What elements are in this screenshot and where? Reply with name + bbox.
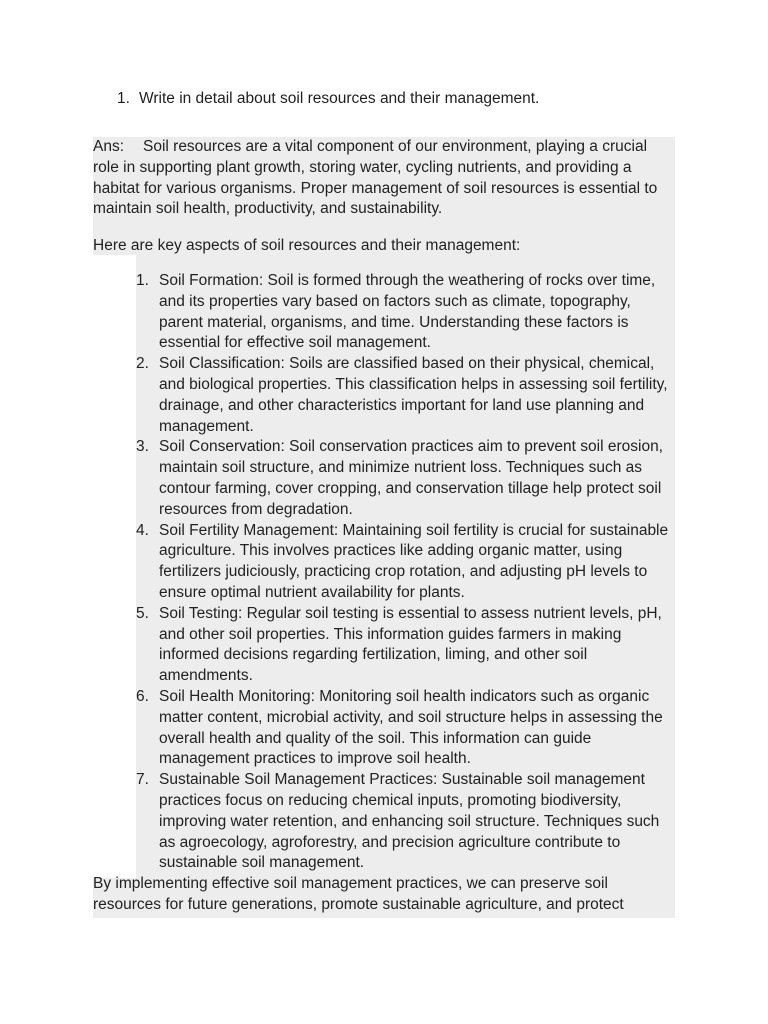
- question-number: 1.: [117, 90, 130, 107]
- list-item-text: Soil Health Monitoring: Monitoring soil health indicators such as organic matter content, microbial activity, and soil structure helps in assessing the overall health and quality of the soil. This information can guide management practices to improve soil health.: [159, 687, 663, 768]
- answer-intro: [93, 137, 673, 220]
- question: [117, 88, 539, 109]
- list-item-number: 7.: [136, 771, 149, 789]
- list-item-text: Soil Fertility Management: Maintaining soil fertility is crucial for sustainable agriculture. This involves practices like adding organic matter, using fertilizers judiciously, practicing crop rotation, and adjusting pH levels to ensure optimal nutrient availability for plants.: [159, 521, 669, 601]
- answer-label: Ans:: [93, 138, 125, 155]
- list-item: [136, 687, 673, 770]
- aspects-list: [93, 271, 673, 874]
- question-text: Write in detail about soil resources and their management.: [139, 90, 540, 107]
- list-item-number: 1.: [136, 271, 149, 289]
- answer-closing: By implementing effective soil management practices, we can preserve soil resources for future generations, promote sustainable agriculture, and protect: [93, 875, 624, 913]
- list-item: [136, 437, 673, 520]
- answer-lead: Here are key aspects of soil resources and their management:: [93, 237, 521, 255]
- list-item-text: Soil Formation: Soil is formed through the weathering of rocks over time, and its properties vary based on factors such as climate, topography, parent material, organisms, and time. Understanding these factors is essential for effective soil management.: [159, 271, 656, 352]
- list-item: [136, 521, 673, 604]
- answer-intro-text: Soil resources are a vital component of our environment, playing a crucial role in supporting plant growth, storing water, cycling nutrients, and providing a habitat for various organisms. Proper management of soil resources is essential to maintain soil health, productivity, and sustainability.: [93, 138, 658, 218]
- list-item: [136, 271, 673, 354]
- answer-body: [93, 137, 673, 916]
- list-item: [136, 770, 673, 874]
- list-item-number: 3.: [136, 438, 149, 456]
- list-item-text: Sustainable Soil Management Practices: Sustainable soil management practices focus on reducing chemical inputs, promoting biodiversity, improving water retention, and enhancing soil structure. Techniques such as agroecology, agroforestry, and precision agriculture contribute to sustainable soil management.: [159, 771, 660, 872]
- list-item-text: Soil Testing: Regular soil testing is essential to assess nutrient levels, pH, and other soil properties. This information guides farmers in making informed decisions regarding fertilization, liming, and other soil amendments.: [159, 604, 662, 685]
- list-item-number: 5.: [136, 604, 149, 622]
- list-item-number: 4.: [136, 521, 149, 539]
- list-item-number: 2.: [136, 355, 149, 373]
- list-item-number: 6.: [136, 687, 149, 705]
- list-item-text: Soil Classification: Soils are classified based on their physical, chemical, and biological properties. This classification helps in assessing soil fertility, drainage, and other characteristics important for land use planning and management.: [159, 355, 668, 435]
- list-item: [136, 604, 673, 687]
- list-item: [136, 354, 673, 437]
- list-item-text: Soil Conservation: Soil conservation practices aim to prevent soil erosion, maintain soil structure, and minimize nutrient loss. Techniques such as contour farming, cover cropping, and conservation tillage help protect soil resources from degradation.: [159, 438, 663, 518]
